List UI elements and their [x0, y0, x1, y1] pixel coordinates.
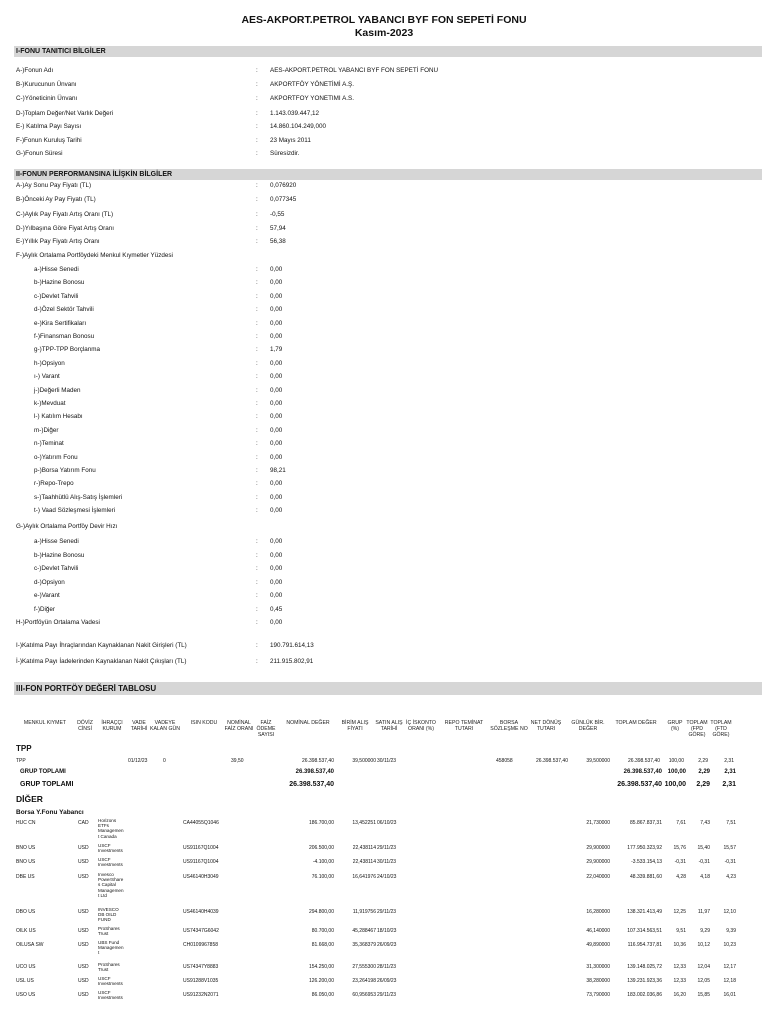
- cell-satin: 29/11/23: [377, 845, 397, 851]
- cell-toplam: -3.533.154,13: [631, 859, 662, 865]
- field-label: C-)Yöneticinin Ünvanı: [16, 95, 78, 102]
- field-label: g-)TPP-TPP Borçlanma: [34, 346, 101, 354]
- cell-birim: 39,500000: [352, 758, 376, 764]
- cell-gunluk: 49,890000: [586, 942, 610, 948]
- cell-nominal: 126.200,00: [308, 978, 334, 984]
- field-label: H-)Portföyün Ortalama Vadesi: [16, 619, 100, 626]
- column-header-nominal: NOMİNAL DEĞER: [286, 720, 330, 726]
- field-colon: :: [256, 110, 258, 117]
- field-value: 1.143.039.447,12: [270, 110, 320, 117]
- cell-grup: 4,28: [676, 874, 686, 880]
- field-colon: :: [256, 386, 258, 394]
- field-value: 57,94: [270, 225, 286, 232]
- field-colon: :: [256, 493, 258, 501]
- cell-grup: 9,51: [676, 928, 686, 934]
- cell-issuer: USCF Investments: [98, 843, 123, 854]
- field-label: d-)Opsiyon: [34, 578, 65, 586]
- cell-nominal: 81.668,00: [311, 942, 334, 948]
- field-colon: :: [256, 578, 258, 586]
- cell-currency: USD: [78, 992, 89, 998]
- field-value: 1,79: [270, 346, 283, 354]
- cell-currency: USD: [78, 909, 89, 915]
- field-value: 0,077345: [270, 196, 297, 203]
- cell-isin: CH0109967858: [183, 942, 219, 948]
- cell-ftd: 10,23: [723, 942, 736, 948]
- cell-toplam: 139.148.025,72: [627, 964, 662, 970]
- field-label: B-)Kurucunun Ünvanı: [16, 81, 77, 88]
- field-value: 0,00: [270, 551, 283, 559]
- cell-isin: US91232N2071: [183, 992, 219, 998]
- section-1-heading: I-FONU TANITICI BİLGİLER: [14, 46, 762, 57]
- field-value: 0,00: [270, 565, 283, 572]
- field-label: c-)Devlet Tahvili: [34, 565, 79, 572]
- cell-issuer: Invesco PowerShare s Capital Managemen t Ltd: [98, 872, 124, 898]
- cell-birim: 27,555300: [352, 964, 376, 970]
- cell-ftd: 16,01: [723, 992, 736, 998]
- group-title-tpp: TPP: [16, 744, 32, 753]
- cell-gunluk: 21,730000: [586, 820, 610, 826]
- cell-issuer: USCF Investments: [98, 990, 123, 1001]
- field-colon: :: [256, 538, 258, 545]
- cell-name: BNO US: [16, 859, 36, 865]
- field-label: f-)Diğer: [34, 605, 55, 613]
- document-title: AES-AKPORT.PETROL YABANCI BYF FON SEPETİ FONU: [241, 14, 527, 26]
- field-label: b-)Hazine Bonosu: [34, 279, 85, 287]
- field-label: p-)Borsa Yatırım Fonu: [34, 467, 96, 474]
- cell-currency: USD: [78, 928, 89, 934]
- field-label: b-)Hazine Bonosu: [34, 551, 85, 559]
- cell-nominal: 80.700,00: [311, 928, 334, 934]
- cell-isin: US74347Y8883: [183, 964, 219, 970]
- field-value: 0,00: [270, 453, 283, 461]
- field-value: -0,55: [270, 211, 285, 218]
- cell-gunluk: 29,900000: [586, 859, 610, 865]
- column-header-toplam: TOPLAM DEĞER: [615, 720, 657, 726]
- field-label: s-)Taahhütlü Alış-Satış İşlemleri: [34, 493, 123, 501]
- field-value: 0,45: [270, 605, 283, 613]
- cell-birim: 11,919756: [352, 909, 376, 915]
- field-colon: :: [256, 658, 258, 665]
- field-label: f-)Finansman Bonosu: [34, 333, 95, 340]
- cell-toplam: 26.398.537,40: [628, 758, 660, 764]
- field-value: 0,00: [270, 400, 283, 407]
- group-total-all-fpd: 2,29: [696, 781, 710, 788]
- field-label: m-)Diğer: [34, 426, 59, 434]
- field-colon: :: [256, 359, 258, 367]
- cell-isin: US46140H4039: [183, 909, 219, 915]
- cell-satin: 29/11/23: [377, 909, 397, 915]
- cell-nominal: 76.100,00: [311, 874, 334, 880]
- cell-kalan: 0: [163, 758, 166, 764]
- field-colon: :: [256, 123, 258, 130]
- group-total-all-ftd: 2,31: [722, 781, 736, 788]
- cell-ftd: 12,18: [723, 978, 736, 984]
- field-value: 0,00: [270, 507, 283, 515]
- field-label: a-)Hisse Senedi: [34, 266, 79, 273]
- cell-grup: 16,20: [673, 992, 686, 998]
- cell-name: DBO US: [16, 909, 36, 915]
- group-total-tpp-nominal: 26.398.537,40: [295, 769, 334, 775]
- field-colon: :: [256, 182, 258, 189]
- field-label: F-)Aylık Ortalama Portföydeki Menkul Kıymetler Yüzdesi: [16, 252, 173, 259]
- field-label: e-)Varant: [34, 592, 60, 599]
- field-value: AKPORTFOY YONETIMI A.S.: [270, 95, 354, 102]
- cell-currency: USD: [78, 978, 89, 984]
- cell-name: USO US: [16, 992, 36, 998]
- cell-toplam: 139.231.923,36: [627, 978, 662, 984]
- field-label: o-)Yatırım Fonu: [34, 453, 78, 461]
- field-label: C-)Aylık Pay Fiyatı Artış Oranı (TL): [16, 211, 114, 218]
- cell-nominal: -4.100,00: [312, 859, 334, 865]
- group-total-all-grup: 100,00: [664, 781, 686, 788]
- field-label: j-)Değerli Maden: [34, 386, 81, 394]
- cell-birim: 16,641976: [352, 874, 376, 880]
- field-value: 0,00: [270, 359, 283, 367]
- cell-nominal: 294.800,00: [308, 909, 334, 915]
- cell-issuer: Horizons ETFs Managemen t Canada: [98, 818, 124, 839]
- cell-fpd: 4,18: [700, 874, 710, 880]
- field-value: 14.860.104.249,000: [270, 123, 327, 130]
- cell-fpd: 15,40: [697, 845, 710, 851]
- field-value: 0,00: [270, 592, 283, 599]
- cell-grup: 12,33: [673, 964, 686, 970]
- cell-fpd: 7,43: [700, 820, 710, 826]
- field-label: a-)Hisse Senedi: [34, 538, 79, 545]
- group-total-tpp-label: GRUP TOPLAMI: [20, 769, 66, 775]
- field-colon: :: [256, 238, 258, 245]
- field-colon: :: [256, 150, 258, 157]
- field-value: 0,00: [270, 578, 283, 586]
- cell-name: OILK US: [16, 928, 36, 934]
- field-value: AKPORTFÖY YÖNETİMİ A.Ş.: [270, 81, 354, 88]
- column-header-doviz: DÖVİZ CİNSİ: [77, 720, 93, 732]
- field-label: F-)Fonun Kuruluş Tarihi: [16, 137, 82, 144]
- field-value: 0,00: [270, 440, 283, 448]
- cell-ftd: 2,31: [724, 758, 734, 764]
- field-value: 0,00: [270, 538, 283, 545]
- cell-currency: USD: [78, 859, 89, 865]
- cell-birim: 60,956953: [352, 992, 376, 998]
- cell-satin: 28/11/23: [377, 964, 397, 970]
- column-header-repo: REPO TEMİNAT TUTARI: [444, 720, 484, 732]
- field-value: 0,00: [270, 306, 283, 314]
- group-total-all-label: GRUP TOPLAMI: [20, 781, 74, 788]
- field-value: AES-AKPORT.PETROL YABANCI BYF FON SEPETİ FONU: [270, 67, 439, 74]
- group-total-all-toplam: 26.398.537,40: [617, 781, 662, 788]
- cell-toplam: 183.002.036,86: [627, 992, 662, 998]
- field-value: 0,00: [270, 333, 283, 340]
- cell-grup: 100,00: [668, 758, 684, 764]
- group-title-diger: DİĞER: [16, 794, 43, 804]
- cell-birim: 22,438114: [352, 859, 376, 865]
- field-value: 0,00: [270, 373, 283, 381]
- field-colon: :: [256, 592, 258, 599]
- cell-toplam: 138.321.413,49: [627, 909, 662, 915]
- cell-ftd: 12,10: [723, 909, 736, 915]
- field-label: B-)Önceki Ay Pay Fiyatı (TL): [16, 196, 96, 203]
- field-colon: :: [256, 440, 258, 448]
- cell-isin: US91167Q1004: [183, 859, 219, 865]
- column-header-borsa: BORSA SÖZLEŞME NO: [490, 720, 528, 732]
- cell-fpd: 2,29: [698, 758, 708, 764]
- cell-fpd: 10,12: [697, 942, 710, 948]
- field-value: 0,00: [270, 619, 283, 626]
- cell-birim: 13,452251: [352, 820, 376, 826]
- field-colon: :: [256, 266, 258, 273]
- field-colon: :: [256, 333, 258, 340]
- cell-gunluk: 22,040000: [586, 874, 610, 880]
- column-header-gunluk: GÜNLÜK BİR. DEĞER: [571, 720, 605, 732]
- field-label: l-) Katılım Hesabı: [34, 413, 83, 421]
- field-colon: :: [256, 95, 258, 102]
- field-value: 0,00: [270, 413, 283, 421]
- field-value: 56,38: [270, 238, 286, 245]
- column-header-vadeye: VADEYE KALAN GÜN: [150, 720, 180, 732]
- field-colon: :: [256, 619, 258, 626]
- cell-issuer: ProShares Trust: [98, 926, 120, 937]
- field-colon: :: [256, 400, 258, 407]
- field-value: 0,00: [270, 426, 283, 434]
- cell-satin: 26/09/23: [377, 978, 397, 984]
- field-colon: :: [256, 306, 258, 314]
- field-value: 0,00: [270, 319, 283, 327]
- field-label: G-)Aylık Ortalama Portföy Devir Hızı: [16, 523, 118, 530]
- cell-nominal: 206.500,00: [308, 845, 334, 851]
- field-colon: :: [256, 67, 258, 74]
- field-value: 23 Mayıs 2011: [270, 137, 311, 144]
- field-label: ı-) Varant: [34, 373, 60, 381]
- cell-faiz: 39,50: [231, 758, 244, 764]
- field-colon: :: [256, 467, 258, 474]
- column-header-faiz_orani: NOMİNAL FAİZ ORANI: [224, 720, 254, 732]
- column-header-iskonto: İÇ İSKONTO ORANI (%): [406, 720, 436, 732]
- cell-currency: USD: [78, 874, 89, 880]
- field-label: A-)Ay Sonu Pay Fiyatı (TL): [16, 182, 92, 189]
- column-header-satin: SATIN ALIŞ TARİHİ: [375, 720, 403, 732]
- field-colon: :: [256, 196, 258, 203]
- cell-toplam: 177.950.323,92: [627, 845, 662, 851]
- field-value: 0,00: [270, 279, 283, 287]
- cell-grup: 12,33: [673, 978, 686, 984]
- cell-fpd: 15,85: [697, 992, 710, 998]
- cell-gunluk: 31,300000: [586, 964, 610, 970]
- cell-toplam: 107.314.563,51: [627, 928, 662, 934]
- field-value: 0,076920: [270, 182, 297, 189]
- cell-fpd: -0,31: [698, 859, 710, 865]
- cell-ftd: 7,51: [726, 820, 736, 826]
- cell-nominal: 86.050,00: [311, 992, 334, 998]
- column-header-ftd: TOPLAM (FTD GÖRE): [710, 720, 732, 738]
- cell-currency: CAD: [78, 820, 89, 826]
- cell-grup: -0,31: [674, 859, 686, 865]
- cell-birim: 45,288467: [352, 928, 376, 934]
- cell-nominal: 154.250,00: [308, 964, 334, 970]
- cell-name: OILUSA SW: [16, 942, 44, 948]
- field-value: 0,00: [270, 493, 283, 501]
- cell-issuer: ProShares Trust: [98, 962, 120, 973]
- field-label: A-)Fonun Adı: [16, 67, 54, 74]
- cell-birim: 22,438114: [352, 845, 376, 851]
- cell-isin: US91288V1035: [183, 978, 219, 984]
- cell-gunluk: 38,280000: [586, 978, 610, 984]
- field-value: 0,00: [270, 266, 283, 273]
- cell-gunluk: 39,500000: [586, 758, 610, 764]
- cell-gunluk: 73,790000: [586, 992, 610, 998]
- field-label: k-)Mevduat: [34, 400, 66, 407]
- cell-satin: 06/10/23: [377, 820, 397, 826]
- cell-gunluk: 29,900000: [586, 845, 610, 851]
- cell-birim: 23,264198: [352, 978, 376, 984]
- field-colon: :: [256, 453, 258, 461]
- cell-toplam: 48.339.881,60: [630, 874, 662, 880]
- field-label: r-)Repo-Trepo: [34, 480, 74, 488]
- cell-grup: 15,76: [673, 845, 686, 851]
- field-colon: :: [256, 292, 258, 300]
- group-total-tpp-ftd: 2,31: [724, 769, 736, 775]
- cell-vade: 01/12/23: [128, 758, 148, 764]
- field-colon: :: [256, 225, 258, 232]
- cell-currency: USD: [78, 942, 89, 948]
- field-value: 211.915.802,91: [270, 658, 314, 665]
- cell-ftd: 9,39: [726, 928, 736, 934]
- column-header-isin: ISIN KODU: [190, 720, 218, 726]
- cell-birim: 35,368379: [352, 942, 376, 948]
- column-header-fpd: TOPLAM (FPD GÖRE): [686, 720, 708, 738]
- cell-toplam: 85.867.837,31: [630, 820, 662, 826]
- field-label: İ-)Katılma Payı İadelerinden Kaynaklanan Nakit Çıkışları (TL): [16, 658, 187, 665]
- field-colon: :: [256, 319, 258, 327]
- field-colon: :: [256, 346, 258, 354]
- cell-grup: 7,61: [676, 820, 686, 826]
- field-label: h-)Opsiyon: [34, 359, 65, 367]
- cell-gunluk: 46,140000: [586, 928, 610, 934]
- field-colon: :: [256, 605, 258, 613]
- cell-ftd: 12,17: [723, 964, 736, 970]
- cell-name: HUC CN: [16, 820, 36, 826]
- column-header-vade: VADE TARİHİ: [130, 720, 148, 732]
- field-colon: :: [256, 413, 258, 421]
- column-header-menkul: MENKUL KIYMET: [23, 720, 67, 726]
- field-label: n-)Teminat: [34, 440, 64, 448]
- field-value: 0,00: [270, 386, 283, 394]
- field-colon: :: [256, 480, 258, 488]
- cell-name: DBE US: [16, 874, 35, 880]
- field-colon: :: [256, 551, 258, 559]
- cell-issuer: USCF Investments: [98, 857, 123, 868]
- cell-isin: US46140H3049: [183, 874, 219, 880]
- cell-name: BNO US: [16, 845, 36, 851]
- cell-isin: US74347G6042: [183, 928, 219, 934]
- field-colon: :: [256, 642, 258, 649]
- field-label: d-)Özel Sektör Tahvili: [34, 306, 94, 314]
- cell-issuer: USCF Investments: [98, 976, 123, 987]
- field-colon: :: [256, 279, 258, 287]
- field-colon: :: [256, 507, 258, 515]
- field-label: E-)Yıllık Pay Fiyatı Artış Oranı: [16, 238, 100, 245]
- column-header-birim: BİRİM ALIŞ FİYATI: [341, 720, 369, 732]
- cell-borsa: 458058: [496, 758, 513, 764]
- cell-satin: 29/11/23: [377, 992, 397, 998]
- cell-fpd: 9,29: [700, 928, 710, 934]
- cell-netdonus: 26.398.537,40: [536, 758, 568, 764]
- cell-gunluk: 16,280000: [586, 909, 610, 915]
- document-period: Kasım-2023: [354, 27, 414, 39]
- cell-satin: 24/10/23: [377, 874, 397, 880]
- cell-nominal: 26.398.537,40: [302, 758, 334, 764]
- field-label: D-)Yılbaşına Göre Fiyat Artış Oranı: [16, 225, 114, 232]
- column-header-grup: GRUP (%): [667, 720, 683, 732]
- cell-fpd: 12,05: [697, 978, 710, 984]
- group-total-tpp-toplam: 26.398.537,40: [623, 769, 662, 775]
- subgroup-title-borsa: Borsa Y.Fonu Yabancı: [16, 809, 84, 816]
- cell-satin: 18/10/23: [377, 928, 397, 934]
- field-label: G-)Fonun Süresi: [16, 150, 63, 157]
- field-colon: :: [256, 426, 258, 434]
- cell-fpd: 11,97: [697, 909, 710, 915]
- cell-ftd: 4,23: [726, 874, 736, 880]
- cell-currency: USD: [78, 964, 89, 970]
- field-colon: :: [256, 373, 258, 381]
- cell-nominal: 186.700,00: [308, 820, 334, 826]
- cell-ftd: 15,57: [723, 845, 736, 851]
- field-value: 0,00: [270, 480, 283, 488]
- cell-toplam: 116.954.737,81: [627, 942, 662, 948]
- cell-grup: 10,36: [673, 942, 686, 948]
- cell-satin: 30/11/23: [377, 859, 397, 865]
- group-total-tpp-fpd: 2,29: [698, 769, 710, 775]
- section-2-heading: II-FONUN PERFORMANSINA İLİŞKİN BİLGİLER: [14, 169, 762, 180]
- field-label: D-)Toplam Değer/Net Varlık Değeri: [16, 110, 114, 117]
- cell-isin: US91167Q1004: [183, 845, 219, 851]
- field-value: 190.791.614,13: [270, 642, 314, 649]
- field-value: 0,00: [270, 292, 283, 300]
- field-label: c-)Devlet Tahvili: [34, 292, 79, 300]
- cell-issuer: UBS Fund Managemen t: [98, 940, 124, 956]
- cell-ftd: -0,31: [724, 859, 736, 865]
- group-total-tpp-grup: 100,00: [667, 769, 686, 775]
- field-colon: :: [256, 137, 258, 144]
- cell-name: USL US: [16, 978, 34, 984]
- field-value: Süresizdir.: [270, 150, 300, 157]
- cell-currency: USD: [78, 845, 89, 851]
- cell-isin: CA44055Q1046: [183, 820, 219, 826]
- column-header-netdonus: NET DÖNÜŞ TUTARI: [530, 720, 562, 732]
- column-header-ihrac: İHRAÇÇI KURUM: [101, 720, 123, 732]
- cell-name: TPP: [16, 758, 26, 764]
- field-label: e-)Kira Sertifikaları: [34, 319, 87, 327]
- group-total-all-nominal: 26.398.537,40: [289, 781, 334, 788]
- field-label: t-) Vaad Sözleşmesi İşlemleri: [34, 507, 116, 515]
- field-label: I-)Katılma Payı İhraçlarından Kaynaklanan Nakit Girişleri (TL): [16, 642, 187, 649]
- cell-fpd: 12,04: [697, 964, 710, 970]
- column-header-faiz_odeme: FAİZ ÖDEME SAYISI: [256, 720, 276, 738]
- field-colon: :: [256, 565, 258, 572]
- section-3-heading: III-FON PORTFÖY DEĞERİ TABLOSU: [14, 682, 762, 695]
- cell-grup: 12,25: [673, 909, 686, 915]
- cell-satin: 30/11/23: [377, 758, 397, 764]
- cell-issuer: INVESCO DB OILD FUND: [98, 907, 119, 923]
- field-colon: :: [256, 81, 258, 88]
- field-colon: :: [256, 211, 258, 218]
- field-label: E-) Katılma Payı Sayısı: [16, 123, 82, 130]
- field-value: 98,21: [270, 467, 286, 474]
- cell-name: UCO US: [16, 964, 36, 970]
- cell-satin: 26/09/23: [377, 942, 397, 948]
